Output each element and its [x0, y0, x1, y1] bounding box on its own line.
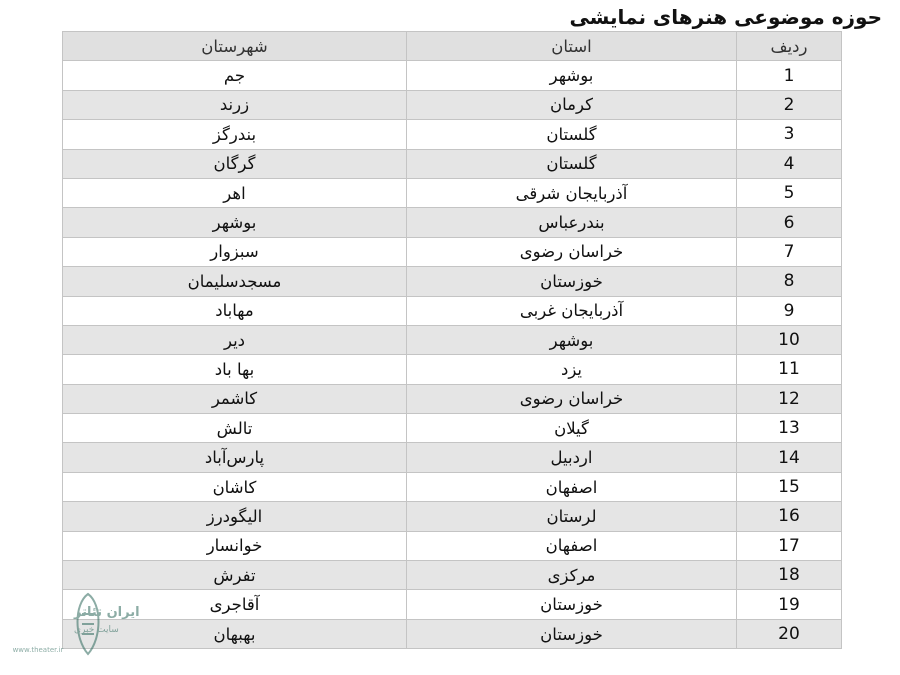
table-row [63, 502, 842, 531]
row-number-cell: 8 [737, 267, 842, 296]
table-header-row [63, 32, 842, 61]
province-cell: خوزستان [407, 590, 737, 619]
header-province: استان [407, 32, 737, 61]
row-number-cell: 16 [737, 502, 842, 531]
page-title: حوزه موضوعی هنرهای نمایشی [569, 5, 882, 29]
city-cell: دیر [63, 325, 407, 354]
table-row [63, 208, 842, 237]
table-row [63, 619, 842, 648]
table-row [63, 296, 842, 325]
row-number-cell: 5 [737, 178, 842, 207]
city-cell: پارس‌آباد [63, 443, 407, 472]
province-cell: بندرعباس [407, 208, 737, 237]
row-number-cell: 1 [737, 61, 842, 90]
table-row [63, 325, 842, 354]
province-cell: یزد [407, 355, 737, 384]
row-number-cell: 2 [737, 90, 842, 119]
province-cell: گلستان [407, 120, 737, 149]
row-number-cell: 13 [737, 414, 842, 443]
province-cell: اصفهان [407, 472, 737, 501]
table-row [63, 90, 842, 119]
row-number-cell: 19 [737, 590, 842, 619]
city-cell: الیگودرز [63, 502, 407, 531]
city-cell: تالش [63, 414, 407, 443]
province-cell: خراسان رضوی [407, 384, 737, 413]
row-number-cell: 10 [737, 325, 842, 354]
city-cell: بهبهان [63, 619, 407, 648]
table-row [63, 443, 842, 472]
watermark-logo [4, 590, 140, 660]
city-cell: تفرش [63, 561, 407, 590]
province-cell: اصفهان [407, 531, 737, 560]
province-cell: آذربایجان شرقی [407, 178, 737, 207]
city-cell: اهر [63, 178, 407, 207]
table-row [63, 61, 842, 90]
table-row [63, 267, 842, 296]
city-cell: سبزوار [63, 237, 407, 266]
row-number-cell: 17 [737, 531, 842, 560]
province-cell: کرمان [407, 90, 737, 119]
province-cell: خراسان رضوی [407, 237, 737, 266]
city-cell: مهاباد [63, 296, 407, 325]
header-city: شهرستان [63, 32, 407, 61]
city-cell: کاشمر [63, 384, 407, 413]
row-number-cell: 15 [737, 472, 842, 501]
row-number-cell: 3 [737, 120, 842, 149]
table-row [63, 178, 842, 207]
watermark-subtitle: سایت خبری [74, 625, 119, 635]
table-row [63, 590, 842, 619]
province-cell: بوشهر [407, 325, 737, 354]
city-cell: کاشان [63, 472, 407, 501]
province-cell: گلستان [407, 149, 737, 178]
province-cell: خوزستان [407, 619, 737, 648]
row-number-cell: 11 [737, 355, 842, 384]
table-row [63, 120, 842, 149]
data-table [62, 31, 842, 649]
table-body [63, 61, 842, 649]
table-row [63, 149, 842, 178]
province-cell: خوزستان [407, 267, 737, 296]
province-cell: بوشهر [407, 61, 737, 90]
table-row [63, 355, 842, 384]
table-row [63, 561, 842, 590]
watermark-url: www.theater.ir [12, 646, 64, 654]
table-row [63, 237, 842, 266]
city-cell: بندرگز [63, 120, 407, 149]
city-cell: زرند [63, 90, 407, 119]
row-number-cell: 7 [737, 237, 842, 266]
city-cell: آقاجری [63, 590, 407, 619]
table-row [63, 414, 842, 443]
header-row-number: ردیف [737, 32, 842, 61]
table-row [63, 384, 842, 413]
row-number-cell: 12 [737, 384, 842, 413]
row-number-cell: 4 [737, 149, 842, 178]
city-cell: بوشهر [63, 208, 407, 237]
table-row [63, 531, 842, 560]
row-number-cell: 18 [737, 561, 842, 590]
row-number-cell: 14 [737, 443, 842, 472]
city-cell: جم [63, 61, 407, 90]
table-row [63, 472, 842, 501]
row-number-cell: 6 [737, 208, 842, 237]
province-cell: آذربایجان غربی [407, 296, 737, 325]
watermark-name: ایران تئاتر [74, 605, 140, 620]
city-cell: مسجدسلیمان [63, 267, 407, 296]
city-cell: بها باد [63, 355, 407, 384]
province-cell: اردبیل [407, 443, 737, 472]
city-cell: گرگان [63, 149, 407, 178]
province-cell: مرکزی [407, 561, 737, 590]
city-cell: خوانسار [63, 531, 407, 560]
row-number-cell: 20 [737, 619, 842, 648]
province-cell: لرستان [407, 502, 737, 531]
province-cell: گیلان [407, 414, 737, 443]
row-number-cell: 9 [737, 296, 842, 325]
